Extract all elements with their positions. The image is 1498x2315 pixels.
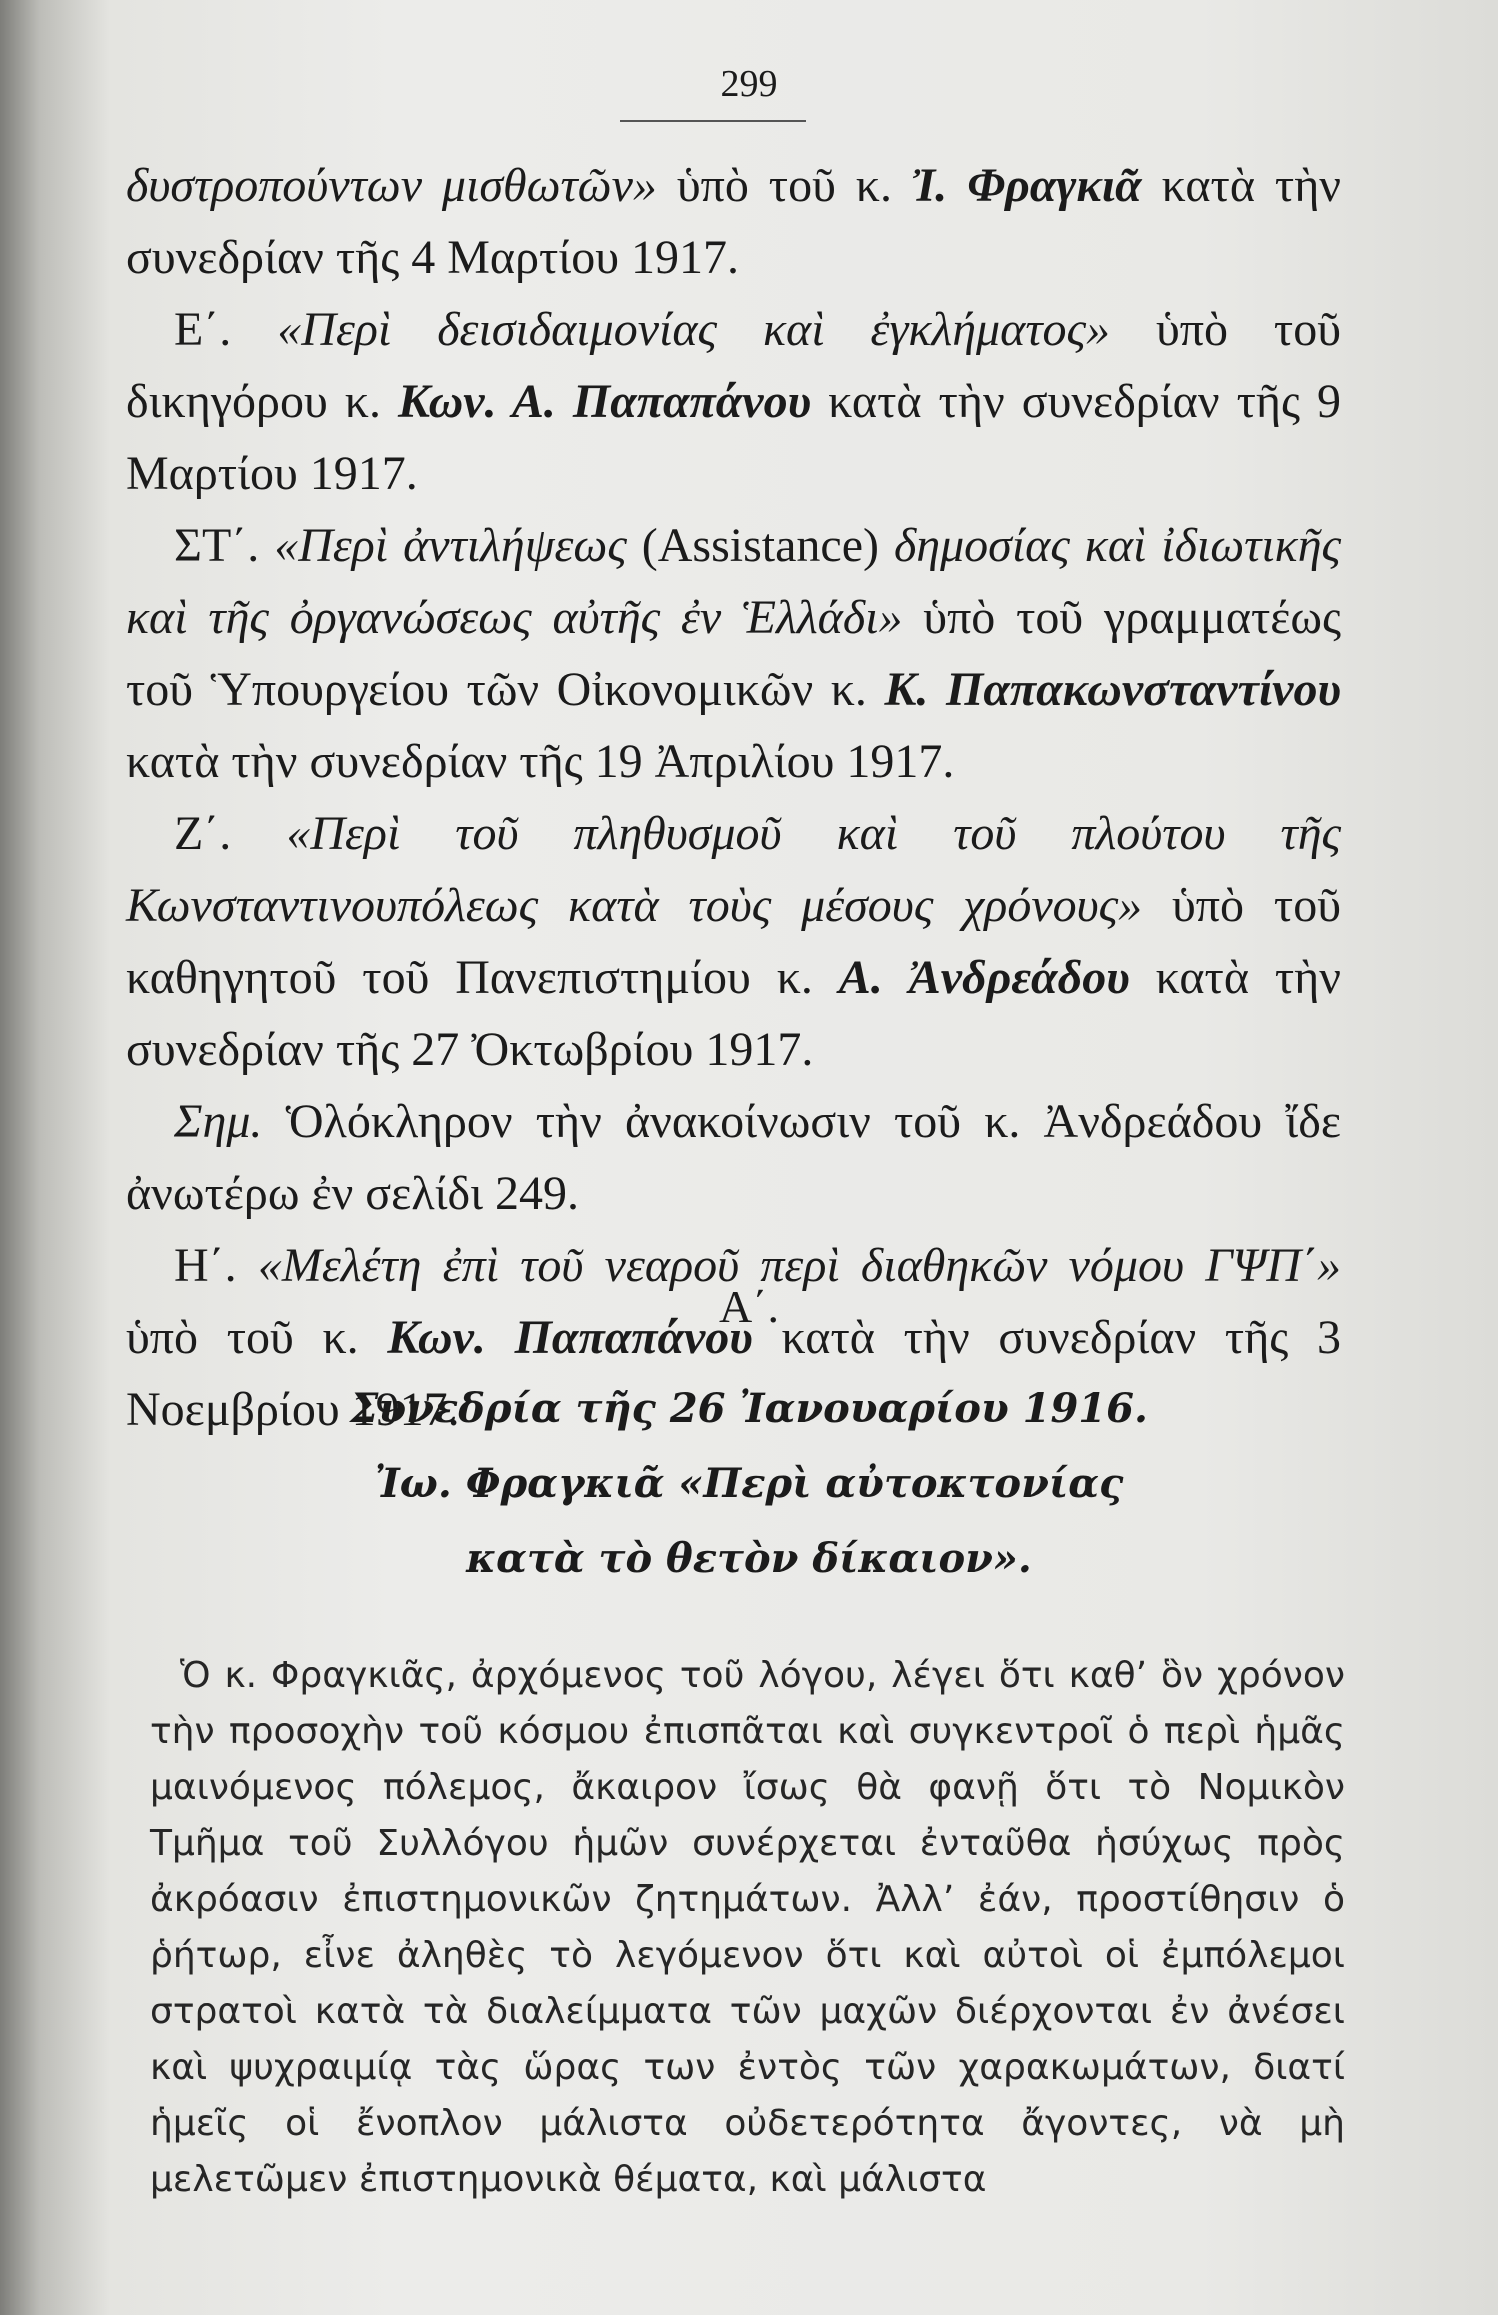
entry-text-part: Ζ΄. [174, 807, 287, 860]
entry-text-part: Κων. Παπαπάνου [387, 1311, 753, 1364]
entry-text-part: ὑπὸ τοῦ δικηγόρου κ. [126, 303, 1341, 428]
entry-text-part: (Assistance) [626, 519, 894, 572]
entry-text-part: Ἰ. Φραγκιᾶ [911, 159, 1142, 212]
entry-text-part: «Περὶ ἀντιλήψεως [274, 519, 627, 572]
session-heading: Συνεδρία τῆς 26 Ἰανουαρίου 1916. [350, 1385, 1148, 1432]
entry-text-part: «Μελέτη ἐπὶ τοῦ νεαροῦ περὶ διαθηκῶν νόμου ΓΨΠ΄» [257, 1239, 1341, 1292]
entry-text-part: κατὰ τὴν συνεδρίαν τῆς 4 Μαρτίου 1917. [126, 159, 1342, 284]
entry-text-part: Α. Ἀνδρεάδου [838, 951, 1130, 1004]
header-rule [620, 120, 806, 122]
entry-text-part: ΣΤ΄. [174, 519, 275, 572]
entry-z [126, 798, 1341, 1086]
entry-text-part: «Περὶ δεισιδαιμονίας καὶ ἐγκλήματος» [277, 303, 1110, 356]
entry-continued [126, 150, 1341, 294]
entry-note [126, 1086, 1341, 1230]
lecture-title-line2: κατὰ τὸ θετὸν δίκαιον». [466, 1535, 1032, 1582]
entry-text-part: κατὰ τὴν συνεδρίαν τῆς 9 Μαρτίου 1917. [126, 375, 1342, 500]
entry-text-part: ὑπὸ τοῦ κ. [126, 1311, 388, 1364]
entry-text-part: ὑπὸ τοῦ γραμματέως τοῦ Ὑπουργείου τῶν Οἰκονομικῶν κ. [126, 591, 1342, 716]
entry-text-part: Ε΄. [174, 303, 278, 356]
entry-text-part: ὑπὸ τοῦ κ. [656, 159, 912, 212]
entry-text-part: Κ. Παπακωνσταντίνου [884, 663, 1341, 716]
entry-text-part: Κων. Α. Παπαπάνου [398, 375, 812, 428]
entry-text-part: Η΄. [174, 1239, 258, 1292]
body-paragraph-block [150, 1648, 1345, 2208]
section-letter: Α΄. [718, 1281, 780, 1332]
lecture-title-line1: Ἰω. Φραγκιᾶ «Περὶ αὐτοκτονίας [374, 1460, 1124, 1507]
entry-text-part: Ὁλόκληρον τὴν ἀνακοίνωσιν τοῦ κ. Ἀνδρεάδου ἴδε ἀνωτέρω ἐν σελίδι 249. [126, 1095, 1341, 1220]
page-number: 299 [720, 63, 778, 105]
entry-text-part: δυστροπούντων μισθωτῶν» [126, 159, 657, 212]
entry-text-part: κατὰ τὴν συνεδρίαν τῆς 27 Ὀκτωβρίου 1917. [126, 951, 1341, 1076]
entry-text-part: κατὰ τὴν συνεδρίαν τῆς 19 Ἀπριλίου 1917. [126, 735, 955, 788]
entry-text-part: κατὰ τὴν συνεδρίαν τῆς 3 Νοεμβρίου 1917. [126, 1311, 1341, 1436]
body-paragraph: Ὁ κ. Φραγκιᾶς, ἀρχόμενος τοῦ λόγου, λέγει ὅτι καθ’ ὃν χρόνον τὴν προσοχὴν τοῦ κόσμου ἐπισπᾶται καὶ συγκεντροῖ ὁ περὶ ἡμᾶς μαινόμενος πόλεμος, ἄκαιρον ἴσως θὰ φανῇ ὅτι τὸ Νομικὸν Τμῆμα τοῦ Συλλόγου ἡμῶν συνέρχεται ἐνταῦθα ἡσύχως πρὸς ἀκρόασιν ἐπιστημονικῶν ζητημάτων. Ἀλλ’ ἐάν, προστίθησιν ὁ ῥήτωρ, εἶνε ἀληθὲς τὸ λεγόμενον ὅτι καὶ αὐτοὶ οἱ ἐμπόλεμοι στρατοὶ κατὰ τὰ διαλείμματα τῶν μαχῶν διέρχονται ἐν ἀνέσει καὶ ψυχραιμίᾳ τὰς ὥρας των ἐντὸς τῶν χαρακωμάτων, διατί ἡμεῖς οἱ ἔνοπλον μάλιστα οὐδετερότητα ἄγοντες, νὰ μὴ μελετῶμεν ἐπιστημονικὰ θέματα, καὶ μάλιστα [150, 1655, 1345, 2200]
entry-text-part: Σημ. [174, 1095, 263, 1148]
entry-e [126, 294, 1341, 510]
entry-st [126, 510, 1341, 798]
entry-text-part: «Περὶ τοῦ πληθυσμοῦ καὶ τοῦ πλούτου τῆς Κωνσταντινουπόλεως κατὰ τοὺς μέσους χρόνους» [126, 807, 1341, 932]
lecture-list [126, 150, 1341, 1446]
entry-text-part: ὑπὸ τοῦ καθηγητοῦ τοῦ Πανεπιστημίου κ. [126, 879, 1341, 1004]
entry-text-part: δημοσίας καὶ ἰδιωτικῆς καὶ τῆς ὀργανώσεως αὐτῆς ἐν Ἑλλάδι» [126, 519, 1341, 644]
